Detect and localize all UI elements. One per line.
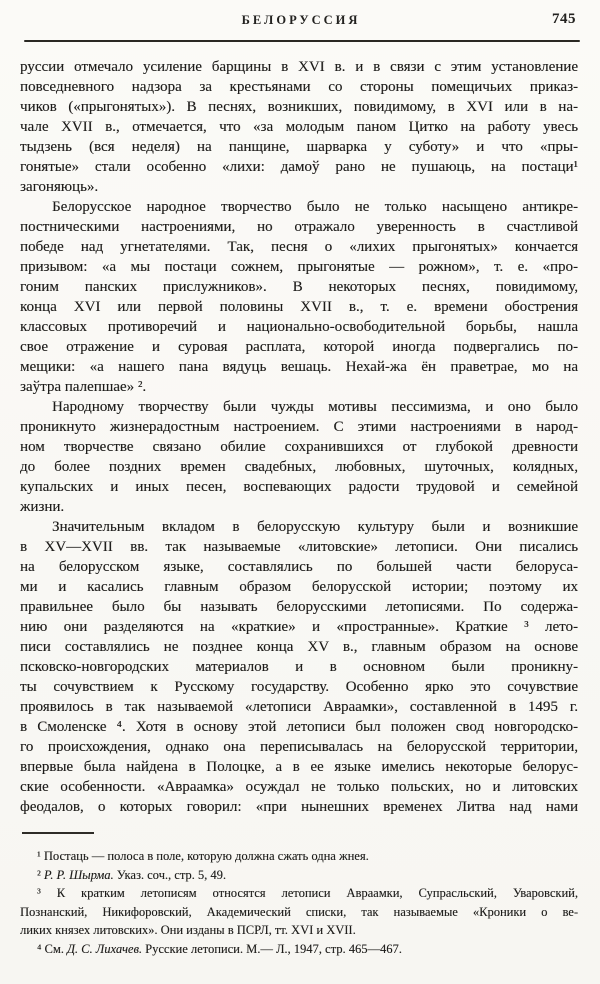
footnote-1 bbox=[20, 847, 578, 866]
text-line: тыдзень (вся неделя) на панщине, шарварка у суботу» и что «пры- bbox=[20, 139, 578, 155]
text-line: нию они разделяются на «краткие» и «пространные». Краткие ³ лето- bbox=[20, 619, 578, 635]
text-line: загоняюць». bbox=[20, 179, 99, 195]
text-line: победе над угнетателями. Так, песня о «лихих прыгонятых» кончается bbox=[20, 239, 578, 255]
footnote-line: ликих князех литовских». Они изданы в ПСРЛ, тт. XVI и XVII. bbox=[20, 923, 356, 937]
paragraph-3 bbox=[20, 397, 578, 517]
text-line: феодалов, о которых говорил: «при нынешних временех Литва над нами bbox=[20, 799, 578, 815]
text-line: гоним панских прислужников». В некоторых песнях, повидимому, bbox=[20, 279, 578, 295]
footnote-line: Познанский, Никифоровский, Академический списки, так называемые «Кроники о ве- bbox=[20, 904, 578, 919]
footnotes bbox=[20, 847, 578, 958]
footnote-line: ³ К кратким летописям относятся летописи Авраамки, Супрасльский, Уваровский, bbox=[37, 886, 578, 900]
text-line: псковско-новгородских материалов и в основном были проникну- bbox=[20, 659, 578, 675]
text-line: постническими настроениями, но отражало уверенность в счастливой bbox=[20, 219, 578, 235]
chapter-title: БЕЛОРУССИЯ bbox=[241, 13, 361, 27]
footnote-text: Русские летописи. М.— Л., 1947, стр. 465—467. bbox=[142, 941, 402, 956]
text-line: руссии отмечало усиление барщины в XVI в. и в связи с этим установление bbox=[20, 59, 578, 75]
text-line: призывом: «а мы постаци сожнем, прыгонятые — рожном», т. е. «про- bbox=[20, 259, 578, 275]
header-rule bbox=[24, 40, 580, 42]
text-line: в Смоленске ⁴. Хотя в основу этой летописи был положен свод новгородско- bbox=[20, 719, 578, 735]
text-line: Белорусское народное творчество было не только насыщено антикре- bbox=[52, 199, 578, 215]
text-line: свое отражение и суровая расплата, которой иногда подвергались по- bbox=[20, 339, 578, 355]
text-line: проникнуто жизнерадостным настроением. С этими настроениями в народ- bbox=[20, 419, 578, 435]
footnote-text: ¹ Постаць — полоса в поле, которую должна сжать одна жнея. bbox=[37, 849, 369, 863]
footnote-4 bbox=[20, 940, 578, 959]
text-line: мещики: «а нашего пана вядуць вешаць. Нехай-жа ён праветрае, мо на bbox=[20, 359, 578, 375]
text-line: купальских и иных песен, воспевающих радости трудовой и семейной bbox=[20, 479, 578, 495]
text-line: проявилось в так называемой «летописи Авраамки», составленной в 1495 г. bbox=[20, 699, 578, 715]
footnote-marker: ⁴ См. bbox=[37, 941, 67, 956]
text-line: впервые была найдена в Полоцке, а в ее языке имелись некоторые белорус- bbox=[20, 759, 578, 775]
text-line: повседневного надзора за крестьянами со стороны помещичьих приказ- bbox=[20, 79, 578, 95]
text-line: заўтра палепшае» ². bbox=[20, 379, 147, 395]
paragraph-4 bbox=[20, 517, 578, 817]
text-line: ми и касались главным образом белорусской истории; поэтому их bbox=[20, 579, 578, 595]
text-line: чале XVII в., отмечается, что «за молодым паном Цитко на работу увесь bbox=[20, 119, 578, 135]
text-line: ты сочувствием к Русскому государству. Особенно ярко это сочувствие bbox=[20, 679, 578, 695]
paragraph-1 bbox=[20, 57, 578, 197]
text-line: писи составлялись не позднее конца XV в., главным образом на основе bbox=[20, 639, 578, 655]
text-line: до более поздних времен свадебных, любовных, шуточных, колядных, bbox=[20, 459, 578, 475]
text-line: на белорусском языке, составлялись по большей части белоруса- bbox=[20, 559, 578, 575]
text-line: Народному творчеству были чужды мотивы пессимизма, и оно было bbox=[52, 399, 578, 415]
text-line: правильнее было бы называть белорусскими летописями. По содержа- bbox=[20, 599, 578, 615]
running-head bbox=[24, 13, 578, 33]
footnote-text: Указ. соч., стр. 5, 49. bbox=[113, 867, 227, 882]
page-number: 745 bbox=[552, 11, 576, 27]
text-line: го происхождения, однако она переписывалась на белорусской территории, bbox=[20, 739, 578, 755]
footnote-author: Р. Р. Шырма. bbox=[43, 867, 114, 882]
text-line: чиков («прыгонятых»). В песнях, возникших, повидимому, в XVI или в на- bbox=[20, 99, 578, 115]
paragraph-2 bbox=[20, 197, 578, 397]
footnote-author: Д. С. Лихачев. bbox=[66, 941, 143, 956]
footnote-3 bbox=[20, 884, 578, 940]
text-line: ном творчестве связано обилие сохранившихся от глубокой древности bbox=[20, 439, 578, 455]
body-text bbox=[20, 57, 578, 817]
text-line: конца XVI или первой половины XVII в., т. е. времени обострения bbox=[20, 299, 578, 315]
text-line: в XV—XVII вв. так называемые «литовские» летописи. Они писались bbox=[20, 539, 578, 555]
text-line: Значительным вкладом в белорусскую культуру были и возникшие bbox=[52, 519, 578, 535]
footnote-marker: ² bbox=[37, 867, 44, 882]
footnote-separator bbox=[22, 832, 94, 834]
text-line: гонятые» стали особенно «лихи: дамоў рано не пушаюць, на постаци¹ bbox=[20, 159, 578, 175]
text-line: ские особенности. «Авраамка» осуждал не только польских, но и литовских bbox=[20, 779, 578, 795]
text-line: жизни. bbox=[20, 499, 65, 515]
text-line: классовых противоречий и национально-освободительной борьбы, нашла bbox=[20, 319, 578, 335]
footnote-2 bbox=[20, 866, 578, 885]
